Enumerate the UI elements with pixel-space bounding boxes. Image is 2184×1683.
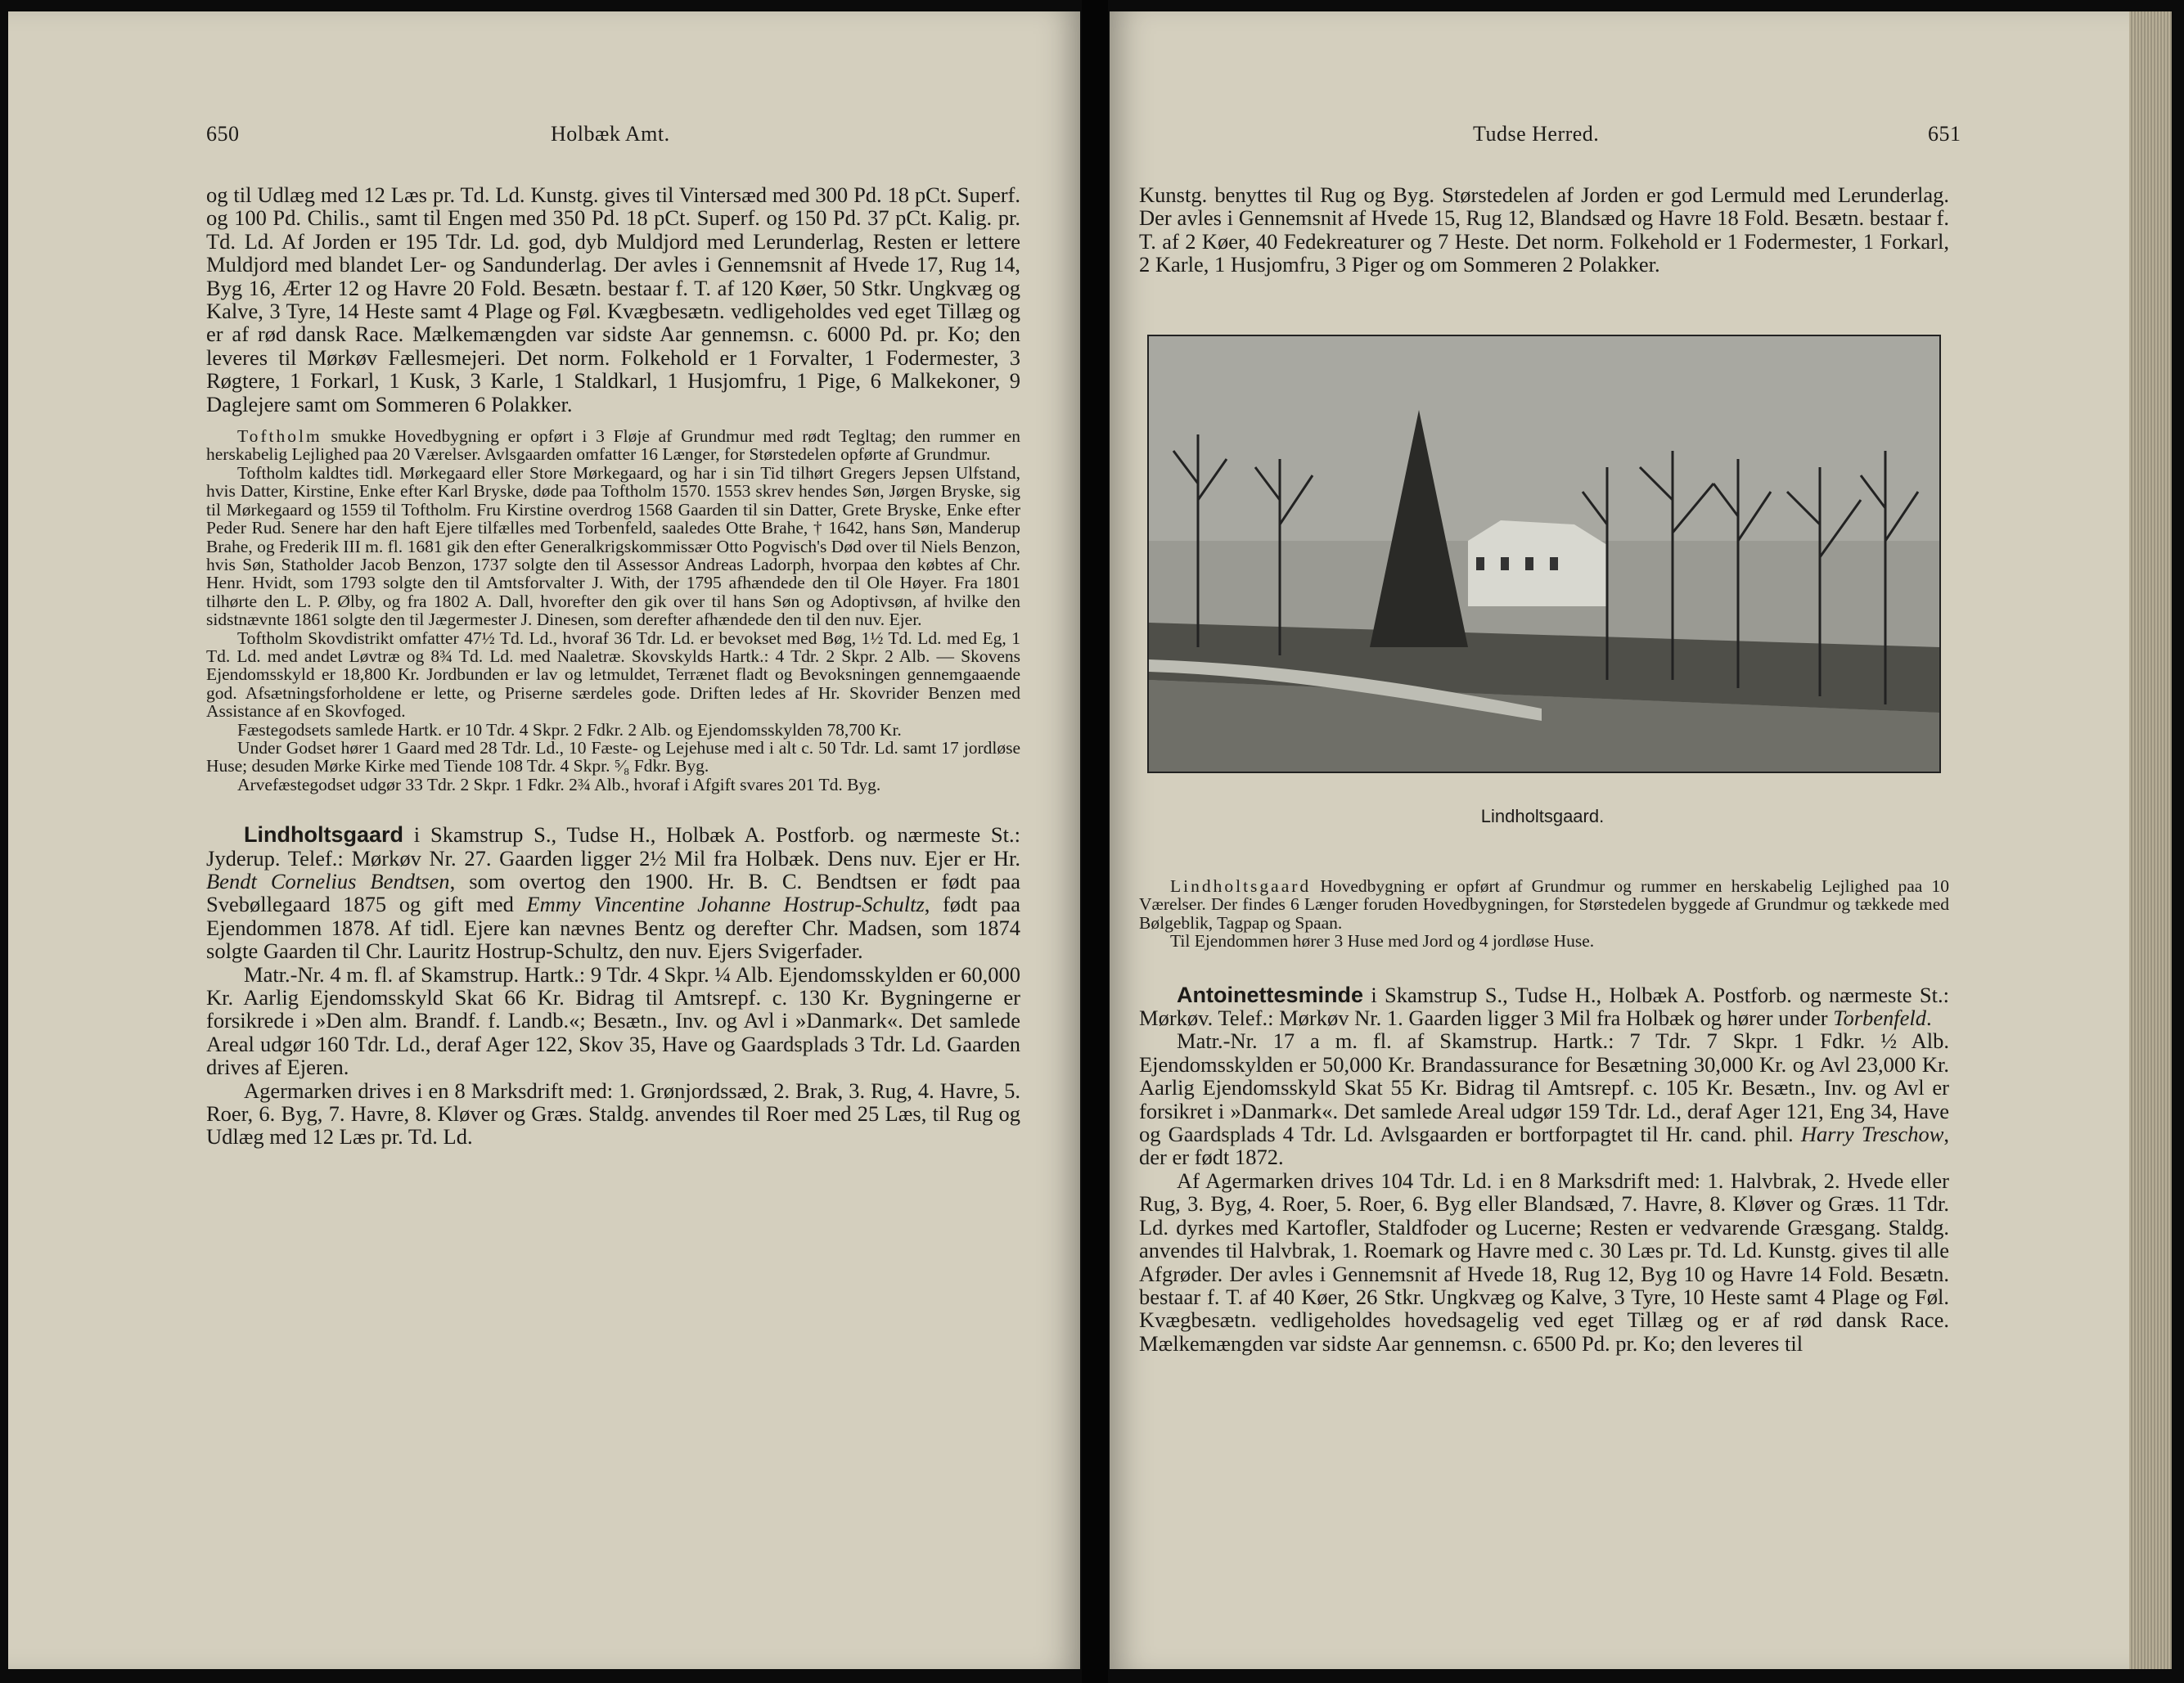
right-top-column — [1139, 183, 1949, 277]
note-lead: Lindholtsgaard — [1170, 876, 1312, 896]
lindholt-matr: Matr.-Nr. 4 m. fl. af Skamstrup. Hartk.: 9 Tdr. 4 Skpr. ¼ Alb. Ejendomsskylden er 60,000 Kr. Aarlig Ejendomsskyld Skat 66 Kr. Bidrag til Amtsrepf. c. 130 Kr. Bygningerne er forsikrede i »Den alm. Brandf. f. Landb.«; Besætn., Inv. og Avl i »Danmark«. Det samlede Areal udgør 160 Tdr. Ld., deraf Ager 122, Skov 35, Have og Gaardsplads 3 Tdr. Ld. Gaarden drives af Ejeren. — [206, 961, 1020, 1080]
note-lead: Toftholm — [237, 426, 322, 447]
right-bottom-column — [1139, 877, 1949, 1355]
main-paragraph: og til Udlæg med 12 Læs pr. Td. Ld. Kunstg. gives til Vintersæd med 300 Pd. 18 pCt. Superf. og 100 Pd. Chilis., samt til Engen med 350 Pd. 18 pCt. Superf. og 150 Pd. 37 pCt. Kalig. pr. Td. Ld. Af Jorden er 195 Tdr. Ld. god, dyb Muldjord med Lerunderlag, Resten er lettere Muldjord med blandet Ler- og Sandunderlag. Der avles i Gennemsnit af Hvede 17, Rug 14, Byg 16, Ærter 12 og Havre 20 Fold. Besætn. bestaar f. T. af 120 Køer, 50 Stkr. Ungkvæg og Kalve, 3 Tyre, 14 Heste samt 4 Plage og Føl. Kvægbesætn. vedligeholdes ved eget Tillæg og er af rød dansk Race. Mælkemængden var sidste Aar gennemsn. c. 6000 Pd. pr. Ko; den leveres til Mørkøv Fællesmejeri. Det norm. Folkehold er 1 Forvalter, 1 Fodermester, 3 Røgtere, 1 Forkarl, 1 Kusk, 3 Karle, 1 Staldkarl, 1 Husjomfru, 1 Pige, 6 Malkekoner, 9 Daglejere samt om Sommeren 6 Polakker. — [206, 182, 1020, 416]
note-paragraph: Toftholm smukke Hovedbygning er opført i 3 Fløje af Grundmur med rødt Tegltag; den rummer en herskabelig Lejlighed paa 20 Værelser. Avlsgaarden omfatter 16 Længer, for Størstedelen opførte af Grundmur. — [206, 426, 1020, 465]
entry-title: Antoinettesminde — [1177, 982, 1364, 1007]
left-page — [8, 11, 1080, 1669]
note-paragraph: Til Ejendommen hører 3 Huse med Jord og 4 jordløse Huse. — [1170, 931, 1595, 952]
running-head: Holbæk Amt. — [551, 122, 670, 146]
page-number: 651 — [1928, 122, 1961, 146]
lindholt-ager: Agermarken drives i en 8 Marksdrift med: 1. Grønjordssæd, 2. Brak, 3. Rug, 4. Havre, 5. Roer, 6. Byg, 7. Havre, 8. Kløver og Græs. Staldg. anvendes til Roer med 25 Læs, til Rug og Udlæg med 12 Læs pr. Td. Ld. — [206, 1078, 1020, 1150]
page-number: 650 — [206, 122, 240, 146]
book-gutter — [1082, 0, 1108, 1683]
note-paragraph: Arvefæstegodset udgør 33 Tdr. 2 Skpr. 1 Fdkr. 2¾ Alb., hvoraf i Afgift svares 201 Td. Byg. — [237, 774, 881, 794]
note-paragraph: Lindholtsgaard Hovedbygning er opført af Grundmur og rummer en herskabelig Lejlighed paa 10 Værelser. Der findes 6 Længer foruden Hovedbygningen, for Størstedelen byggede af Grundmur og tækkede med Bølgeblik, Tagpap og Spaan. — [1139, 876, 1949, 933]
left-column — [206, 183, 1020, 1149]
note-paragraph: Under Godset hører 1 Gaard med 28 Tdr. Ld., 10 Fæste- og Lejehuse med i alt c. 50 Tdr. Ld. samt 17 jordløse Huse; desuden Mørke Kirke med Tiende 108 Tdr. 4 Skpr. ⁵⁄₈ Fdkr. Byg. — [206, 737, 1020, 776]
toftholm-notes — [206, 427, 1020, 794]
photo-caption: Lindholtsgaard. — [1480, 806, 1605, 826]
right-page — [1110, 11, 2172, 1669]
lindholtsgaard-photo — [1147, 335, 1941, 773]
antoinette-matr: Matr.-Nr. 17 a m. fl. af Skamstrup. Hartk.: 7 Tdr. 7 Skpr. 1 Fdkr. ½ Alb. Ejendomsskylden er 50,000 Kr. Brandassurance for Besætning 30,000 Kr. og Avl 23,000 Kr. Aarlig Ejendomsskyld Skat 55 Kr. Bidrag til Amtsrepf. c. 105 Kr. Besætn., Inv. og Avl er forsikret i »Danmark«. Det samlede Areal udgør 159 Tdr. Ld., deraf Ager 121, Eng 34, Have og Gaardsplads 4 Tdr. Ld. Avlsgaarden er bortforpagtet til Hr. cand. phil. Harry Treschow, der er født 1872. — [1139, 1028, 1949, 1170]
running-head: Tudse Herred. — [1473, 122, 1600, 146]
entry-title: Lindholtsgaard — [244, 822, 403, 848]
note-paragraph: Fæstegodsets samlede Hartk. er 10 Tdr. 4 Skpr. 2 Fdkr. 2 Alb. og Ejendomsskylden 78,700 Kr. — [237, 719, 902, 740]
lindholt-entry: Lindholtsgaard i Skamstrup S., Tudse H., Holbæk A. Postforb. og nærmeste St.: Jyderup. Telef.: Mørkøv Nr. 27. Gaarden ligger 2½ Mil fra Holbæk. Dens nuv. Ejer er Hr. Bendt Cornelius Bendtsen, som overtog den 1900. Hr. B. C. Bendtsen er født paa Svebøllegaard 1875 og gift med Emmy Vincentine Johanne Hostrup-Schultz, født paa Ejendommen 1878. Af tidl. Ejere kan nævnes Bentz og derefter Chr. Madsen, som 1874 solgte Gaarden til Chr. Lauritz Hostrup-Schultz, den nuv. Ejers Svigerfader. — [206, 822, 1021, 964]
note-paragraph: Toftholm kaldtes tidl. Mørkegaard eller Store Mørkegaard, og har i sin Tid tilhørt Gregers Jepsen Ulfstand, hvis Datter, Kirstine, Enke efter Karl Bryske, døde paa Toftholm 1570. 1553 skrev hendes Søn, Jørgen Bryske, sig til Mørkegaard og 1559 til Toftholm. Fru Kirstine overdrog 1568 Gaarden til sin Datter, Grete Bryske, Enke efter Peder Rud. Senere har den haft Ejere tilfælles med Torbenfeld, saaledes Otte Brahe, † 1642, hans Søn, Manderup Brahe, og Frederik III m. fl. 1681 gik den efter Generalkrigskommissær Otto Pogvisch's Død over til Niels Benzon, hvis Søn, Statholder Jacob Benzon, 1737 solgte den til Assessor Andreas Ladorph, hvorpaa den købtes af Chr. Henr. Hvidt, som 1793 solgte den til Amtsforvalter J. With, der 1795 afhændede den til Ole Høyer. Fra 1801 tilhørte den L. P. Ølby, og fra 1802 A. Dall, hvorefter den gik over til hans Søn og Adoptivsøn, af hvilke den sidstnævnte 1861 solgte den til Jægermester J. Dinesen, som derefter afhændede den til den nuv. Ejer. — [206, 462, 1020, 630]
note-paragraph: Toftholm Skovdistrikt omfatter 47½ Td. Ld., hvoraf 36 Tdr. Ld. er bevokset med Bøg, 1½ Td. Ld. med Eg, 1 Td. Ld. med andet Løvtræ og 8¾ Td. Ld. med Naaletræ. Skovskylds Hartk.: 4 Tdr. 2 Skpr. 2 Alb. — Skovens Ejendomsskyld er 18,800 Kr. Jordbunden er lav og letmuldet, Terrænet fladt og Bevoksningen gennemgaaende god. Afsætningsforholdene er lette, og Priserne særdeles gode. Driften ledes af Hr. Skovrider Benzen med Assistance af en Skovfoged. — [206, 628, 1020, 722]
top-paragraph: Kunstg. benyttes til Rug og Byg. Størstedelen af Jorden er god Lermuld med Lerunderlag. Der avles i Gennemsnit af Hvede 15, Rug 12, Blandsæd og Havre 18 Fold. Besætn. bestaar f. T. af 2 Køer, 40 Fedekreaturer og 7 Heste. Det norm. Folkehold er 1 Fodermester, 1 Forkarl, 2 Karle, 1 Husjomfru, 3 Piger og om Sommeren 2 Polakker. — [1139, 182, 1949, 277]
antoinette-entry: Antoinettesminde i Skamstrup S., Tudse H., Holbæk A. Postforb. og nærmeste St.: Mørkøv. Telef.: Mørkøv Nr. 1. Gaarden ligger 3 Mil fra Holbæk og hører under Torbenfeld. — [1139, 982, 1949, 1031]
page-edge — [2129, 11, 2172, 1669]
antoinette-ager: Af Agermarken drives 104 Tdr. Ld. i en 8 Marksdrift med: 1. Halvbrak, 2. Hvede eller Rug, 3. Byg, 4. Roer, 5. Roer, 6. Byg eller Blandsæd, 7. Havre, 8. Kløver og Græs. 11 Tdr. Ld. dyrkes med Kartofler, Staldfoder og Lucerne; Resten er vedvarende Græsgang. Staldg. anvendes til Halvbrak, 1. Roemark og Havre med c. 30 Læs pr. Td. Ld. Kunstg. gives til alle Afgrøder. Der avles i Gennemsnit af Hvede 18, Rug 12, Byg 10 og Havre 14 Fold. Besætn. bestaar f. T. af 40 Køer, 26 Stkr. Ungkvæg og Kalve, 3 Tyre, 10 Heste samt 4 Plage og Føl. Kvægbesætn. vedligeholdes hovedsagelig ved eget Tillæg og er af rød dansk Race. Mælkemængden var sidste Aar gennemsn. c. 6500 Pd. pr. Ko; den leveres til — [1139, 1168, 1949, 1356]
lindholt-notes — [1139, 877, 1949, 951]
